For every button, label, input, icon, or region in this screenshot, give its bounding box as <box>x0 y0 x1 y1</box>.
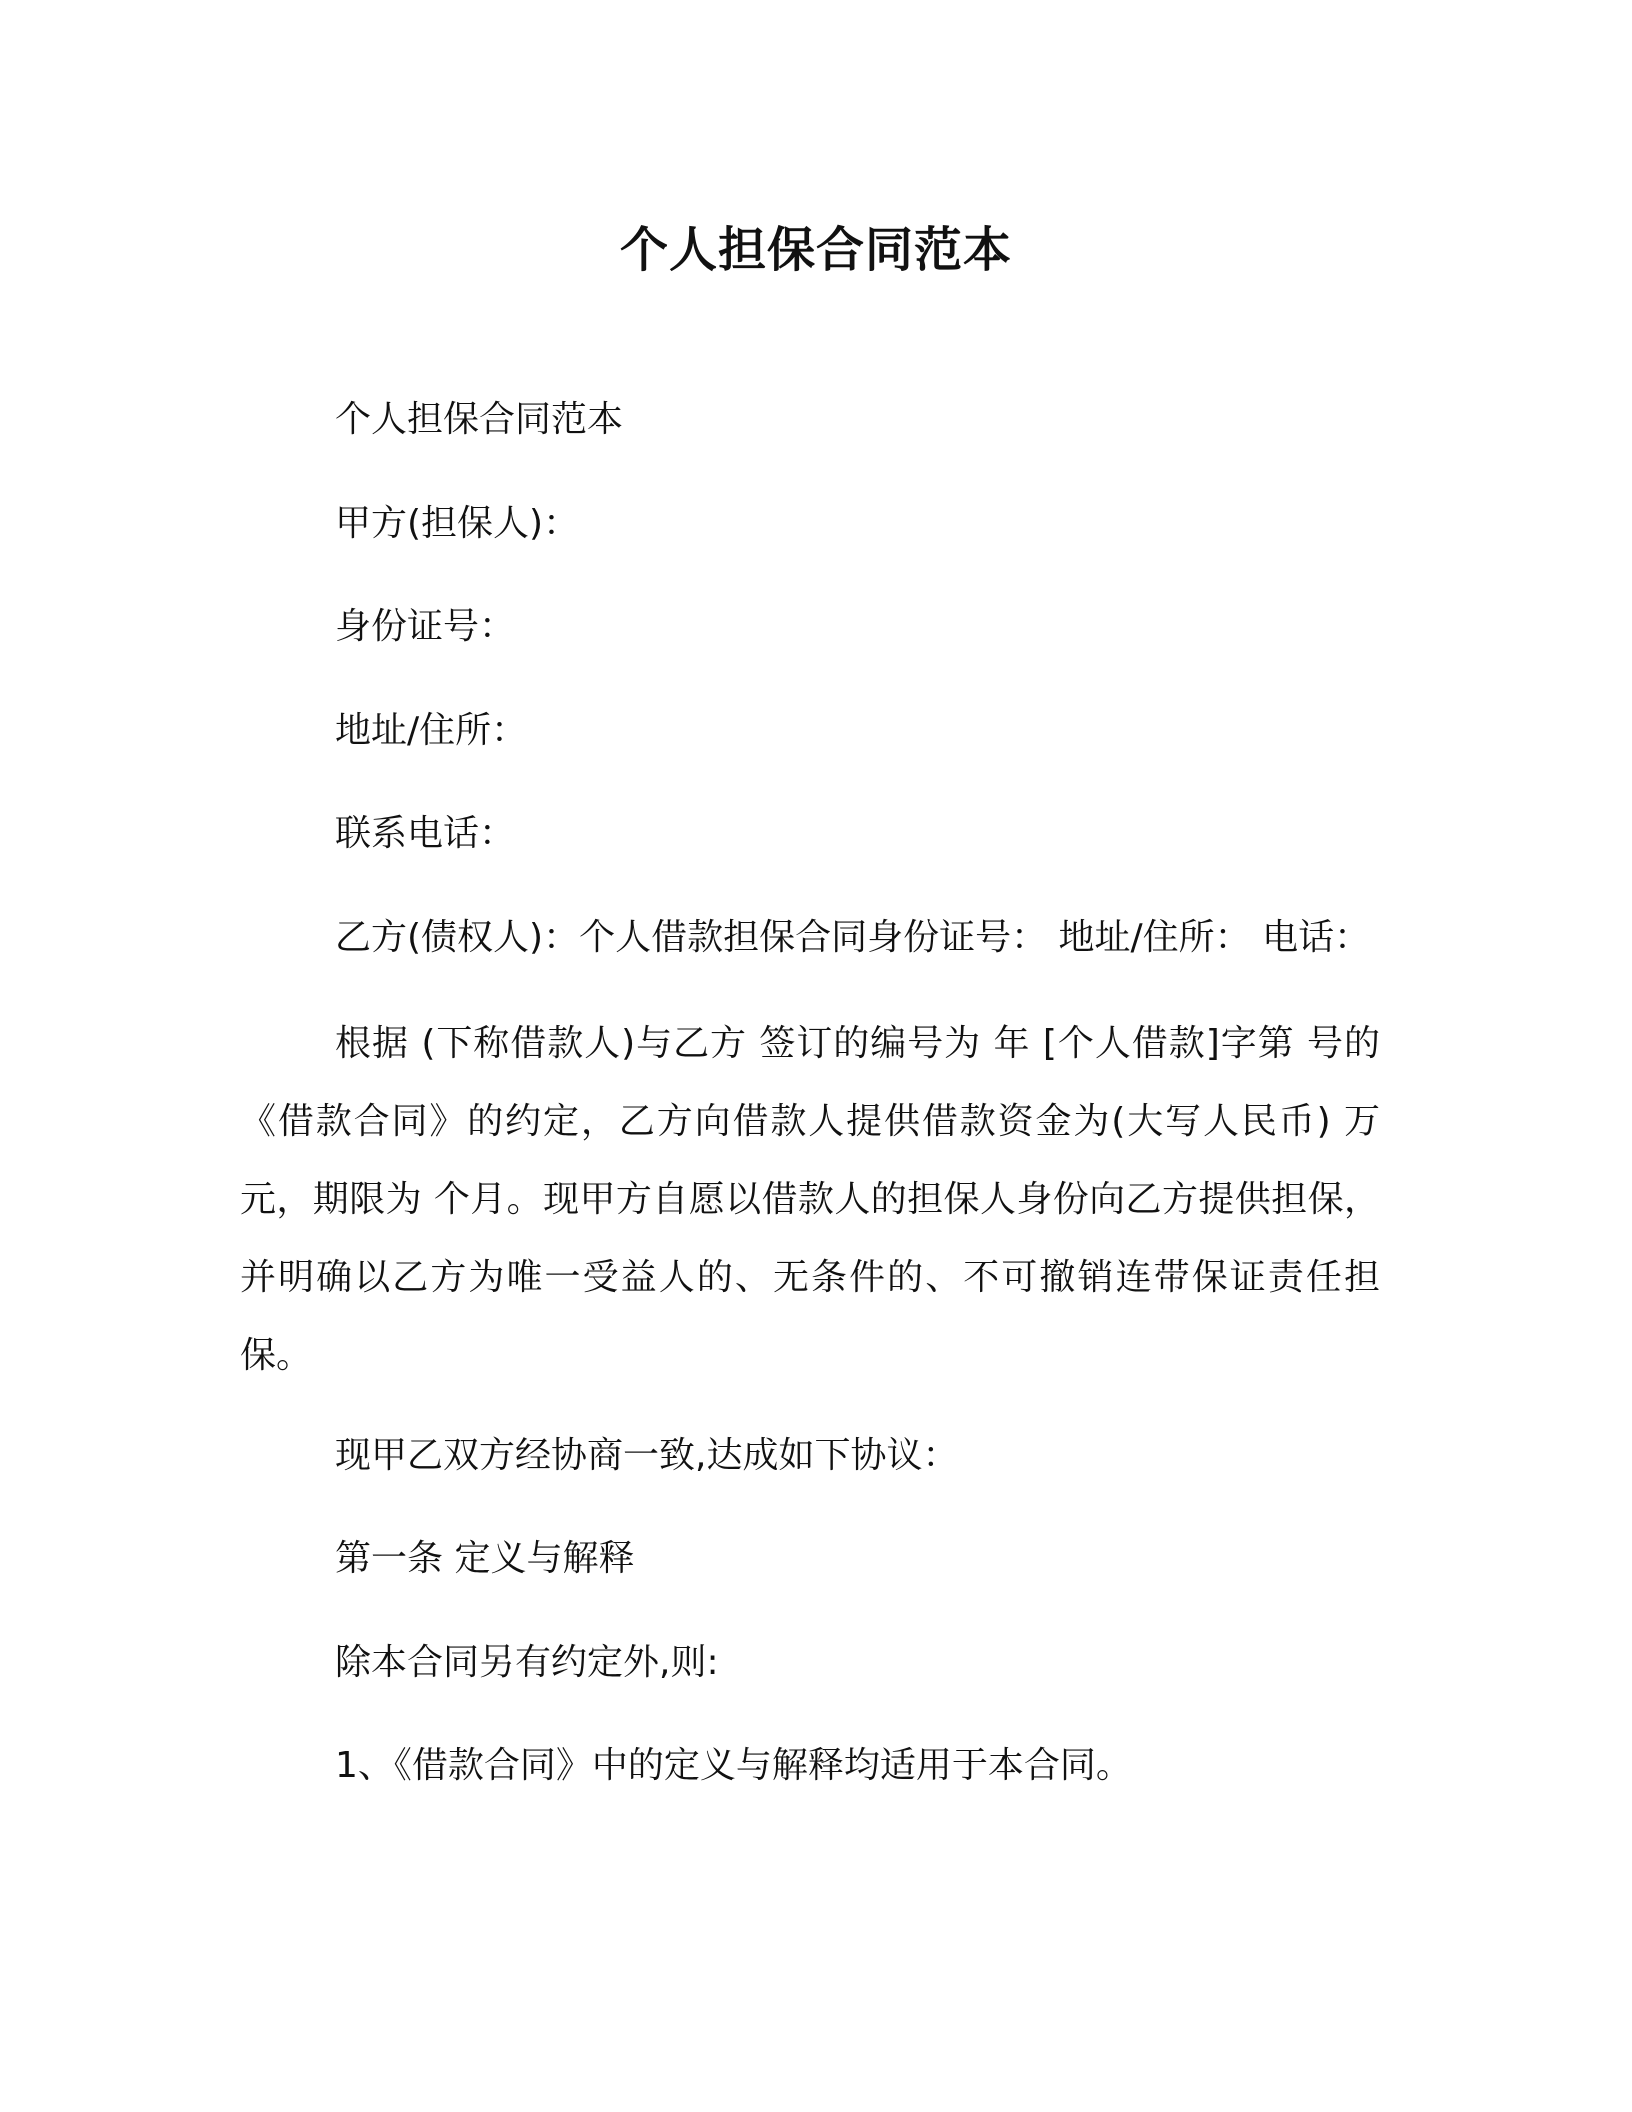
article-1-item-1: 1、《借款合同》中的定义与解释均适用于本合同。 <box>335 1745 1132 1786</box>
document-title: 个人担保合同范本 <box>619 222 1012 278</box>
party-b-line: 乙方(债权人)：个人借款担保合同身份证号： 地址/住所： 电话： <box>335 917 1371 958</box>
article-1-heading: 第一条 定义与解释 <box>335 1538 635 1579</box>
document-subtitle: 个人担保合同范本 <box>335 399 624 440</box>
preamble-paragraph: 根据 (下称借款人)与乙方 签订的编号为 年 [个人借款]字第 号的《借款合同》的约定，乙方向借款人提供借款资金为(大写人民币) 万元，期限为 个月。现甲方自愿以借款人的担保人身份向乙方提供担保，并明确以乙方为唯一受益人的、无条件的、不可撤销连带保证责任担保。 <box>240 1023 1380 1376</box>
party-a-label: 甲方(担保人)： <box>335 503 580 544</box>
article-1-intro: 除本合同另有约定外,则: <box>335 1642 719 1683</box>
party-a-id-label: 身份证号： <box>335 606 516 647</box>
agreement-intro: 现甲乙双方经协商一致,达成如下协议： <box>335 1435 959 1476</box>
party-a-address-label: 地址/住所： <box>335 710 528 751</box>
party-a-phone-label: 联系电话： <box>335 813 516 854</box>
